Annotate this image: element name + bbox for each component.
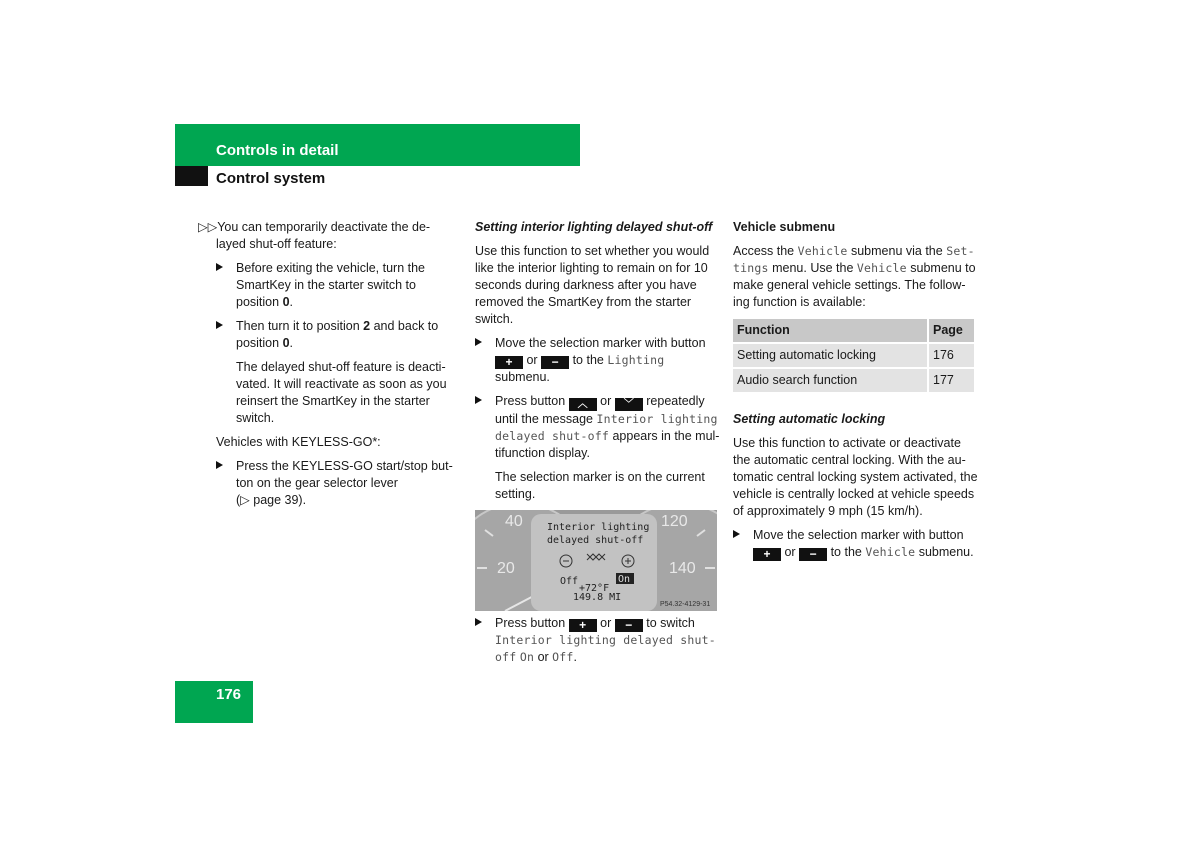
minus-button-icon: − xyxy=(541,356,569,369)
auto-locking-heading: Setting automatic locking xyxy=(733,412,886,426)
on-text: On xyxy=(519,650,535,664)
page-number-tab xyxy=(175,681,253,723)
marker-note: The selection marker is on the current setting. xyxy=(495,470,705,501)
page-number: 176 xyxy=(216,686,242,703)
column-1 xyxy=(198,219,463,509)
off-text: Off xyxy=(552,650,574,664)
display-line1: Interior lighting xyxy=(547,522,650,533)
bullet-icon xyxy=(216,263,223,271)
intro-text: ▷▷You can temporarily deactivate the de- layed shut-off feature: xyxy=(198,220,431,251)
bullet-icon xyxy=(475,396,482,404)
step-press-updown: Press button ︿ or ﹀ repeatedly until the message Interior lighting delayed shut-off appears in the mul-tifunction display. xyxy=(475,393,720,462)
cluster-graphic xyxy=(475,510,717,611)
step-before-exit: Before exiting the vehicle, turn the SmartKey in the starter switch to position 0. xyxy=(216,260,461,311)
lighting-menu-text: Lighting xyxy=(607,353,665,367)
subsection-title: Control system xyxy=(216,170,326,187)
gauge-left-top-label: 40 xyxy=(505,513,523,530)
up-button-icon: ︿ xyxy=(569,398,597,411)
keyless-intro: Vehicles with KEYLESS-GO*: xyxy=(216,435,381,449)
bullet-icon xyxy=(216,321,223,329)
step-turn-position: Then turn it to position 2 and back to position 0. xyxy=(216,318,461,352)
table-row: Audio search function 177 xyxy=(733,368,975,392)
step-move-marker: Move the selection marker with button + or − to the Lighting submenu. xyxy=(475,335,720,386)
gauge-right-mid-label: 140 xyxy=(669,560,696,577)
display-line2: delayed shut-off xyxy=(547,535,644,546)
gauge-right-top-label: 120 xyxy=(661,513,688,530)
display-odo: 149.8 MI xyxy=(573,592,622,603)
function-table xyxy=(733,319,976,392)
table-header-function: Function xyxy=(733,319,928,343)
bullet-icon xyxy=(216,461,223,469)
gauge-left-mid-label: 20 xyxy=(497,560,515,577)
plus-button-icon: + xyxy=(569,619,597,632)
instrument-cluster-illustration xyxy=(475,510,717,611)
display-off: Off xyxy=(560,576,579,587)
column-2-continued xyxy=(475,615,720,666)
table-header-page: Page xyxy=(928,319,975,343)
vehicle-menu-text: Vehicle xyxy=(865,545,916,559)
display-on: On xyxy=(618,574,631,585)
interior-lighting-para: Use this function to set whether you would like the interior lighting to remain on for 10 seconds during darkness after you have removed the SmartKey from the starter switch. xyxy=(475,244,710,326)
step-vehicle-submenu: Move the selection marker with button + or − to the Vehicle submenu. xyxy=(733,527,978,561)
step-switch-on-off: Press button + or − to switch Interior lighting delayed shut-off On or Off. xyxy=(475,615,720,666)
display-temp: +72°F xyxy=(579,583,610,594)
bullet-icon xyxy=(475,618,482,626)
deactivated-note: The delayed shut-off feature is deacti-vated. It will reactivate as soon as you reinsert the SmartKey in the starter switch. xyxy=(236,360,447,425)
message-text: Interior lighting delayed shut-off xyxy=(495,412,718,443)
plus-button-icon: + xyxy=(753,548,781,561)
interior-lighting-heading: Setting interior lighting delayed shut-off xyxy=(475,220,713,234)
bullet-icon xyxy=(475,338,482,346)
message-text-2: Interior lighting delayed shut-off xyxy=(495,633,716,664)
header-marker xyxy=(175,166,208,186)
vehicle-submenu-para: Access the Vehicle submenu via the Set-tings menu. Use the Vehicle submenu to make general vehicle settings. The follow-ing function is available: xyxy=(733,244,976,309)
bullet-icon xyxy=(733,530,740,538)
plus-button-icon: + xyxy=(495,356,523,369)
auto-locking-para: Use this function to activate or deactivate the automatic central locking. With the au-tomatic central locking system activated, the vehicle is centrally locked at vehicle speeds of approximately 9 mph (15 km/h). xyxy=(733,436,978,518)
minus-button-icon: − xyxy=(615,619,643,632)
step-keyless: Press the KEYLESS-GO start/stop but-ton on the gear selector lever (▷ page 39). xyxy=(216,458,461,509)
section-title: Controls in detail xyxy=(216,142,339,159)
minus-button-icon: − xyxy=(799,548,827,561)
illustration-code: P54.32-4129-31 xyxy=(660,601,711,608)
down-button-icon: ﹀ xyxy=(615,398,643,411)
vehicle-submenu-heading: Vehicle submenu xyxy=(733,220,836,234)
column-3 xyxy=(733,219,978,561)
table-row: Setting automatic locking 176 xyxy=(733,343,975,368)
column-2 xyxy=(475,219,720,503)
